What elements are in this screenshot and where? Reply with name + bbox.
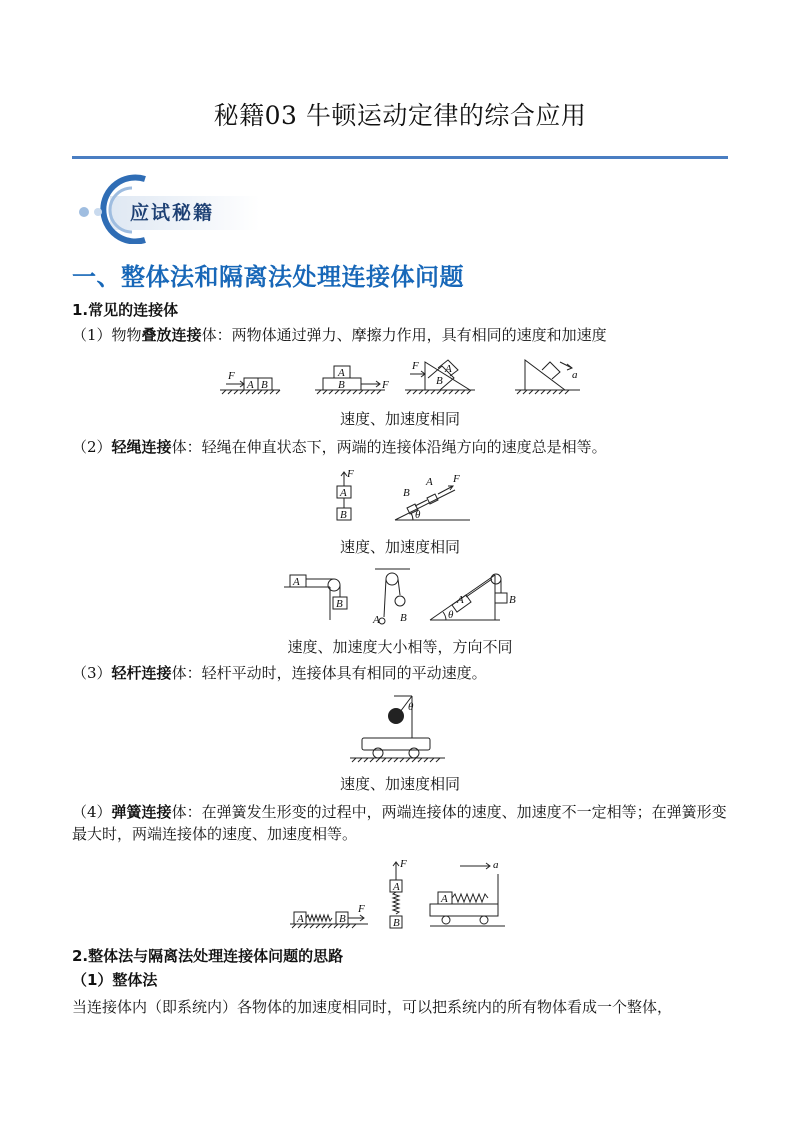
item-rope-keyword: 轻绳连接 <box>111 438 172 456</box>
label-A: A <box>338 367 345 379</box>
label-A: A <box>340 487 347 499</box>
label-theta: θ <box>415 509 421 521</box>
caption-rope-different: 速度、加速度大小相等，方向不同 <box>287 638 513 656</box>
item-stacked-text: 体：两物体通过弹力、摩擦力作用，具有相同的速度和加速度 <box>201 326 607 344</box>
caption-rope-same: 速度、加速度相同 <box>339 538 460 556</box>
item-spring-number: （4） <box>72 803 112 821</box>
label-B: B <box>261 379 268 391</box>
label-A: A <box>441 893 448 905</box>
subheading-common-connected-bodies: 1.常见的连接体 <box>72 301 179 319</box>
label-F: F <box>347 468 354 480</box>
label-theta: θ <box>448 609 454 621</box>
section-heading: 一、整体法和隔离法处理连接体问题 <box>72 263 464 291</box>
item-stacked <box>72 324 728 346</box>
subheading-whole-method: （1）整体法 <box>72 971 158 989</box>
badge-label: 应试秘籍 <box>130 202 215 224</box>
subheading-method: 2.整体法与隔离法处理连接体问题的思路 <box>72 947 344 965</box>
label-B: B <box>403 487 410 499</box>
label-F: F <box>412 360 419 372</box>
label-A: A <box>426 476 433 488</box>
item-stacked-number: （1）物物 <box>72 326 142 344</box>
label-A: A <box>247 379 254 391</box>
figure-rope-pulley <box>280 565 520 630</box>
item-rod <box>72 662 728 684</box>
label-A: A <box>393 881 400 893</box>
label-B: B <box>338 379 345 391</box>
page-title: 秘籍03 牛顿运动定律的综合应用 <box>213 101 587 130</box>
item-spring-keyword: 弹簧连接 <box>111 803 172 821</box>
label-A: A <box>373 614 380 626</box>
label-B: B <box>509 594 516 606</box>
figure-rope-linear <box>325 468 475 528</box>
label-a: a <box>572 369 578 381</box>
label-F: F <box>382 379 389 391</box>
title-rule <box>72 156 728 159</box>
paragraph-whole-method: 当连接体内（即系统内）各物体的加速度相同时，可以把系统内的所有物体看成一个整体， <box>72 998 673 1016</box>
caption-stacked: 速度、加速度相同 <box>339 410 460 428</box>
figure-spring <box>290 856 510 932</box>
label-B: B <box>336 598 343 610</box>
figure-rod-cart <box>350 690 450 765</box>
item-rod-text: 体：轻杆平动时，连接体具有相同的平动速度。 <box>171 664 487 682</box>
figure-stacked-bodies <box>220 352 580 402</box>
label-a: a <box>493 859 499 871</box>
item-rope <box>72 436 728 458</box>
label-B: B <box>340 509 347 521</box>
label-B: B <box>436 375 443 387</box>
item-stacked-keyword: 叠放连接 <box>141 326 202 344</box>
item-rod-keyword: 轻杆连接 <box>111 664 172 682</box>
caption-rod: 速度、加速度相同 <box>339 775 460 793</box>
label-F: F <box>228 370 235 382</box>
item-spring <box>72 801 728 845</box>
label-A: A <box>445 363 452 375</box>
label-F: F <box>358 903 365 915</box>
label-F: F <box>400 858 407 870</box>
label-A: A <box>293 576 300 588</box>
label-A: A <box>297 913 304 925</box>
item-rope-text: 体：轻绳在伸直状态下，两端的连接体沿绳方向的速度总是相等。 <box>171 438 607 456</box>
label-B: B <box>400 612 407 624</box>
label-B: B <box>393 917 400 929</box>
section-badge <box>70 174 270 244</box>
label-F: F <box>453 473 460 485</box>
label-theta: θ <box>408 701 414 713</box>
label-B: B <box>339 913 346 925</box>
item-rod-number: （3） <box>72 664 112 682</box>
item-rope-number: （2） <box>72 438 112 456</box>
item-spring-text: 体：在弹簧发生形变的过程中，两端连接体的速度、加速度不一定相等；在弹簧形变最大时，两端连接体的速度、加速度相等。 <box>72 803 727 843</box>
label-A: A <box>457 594 464 606</box>
